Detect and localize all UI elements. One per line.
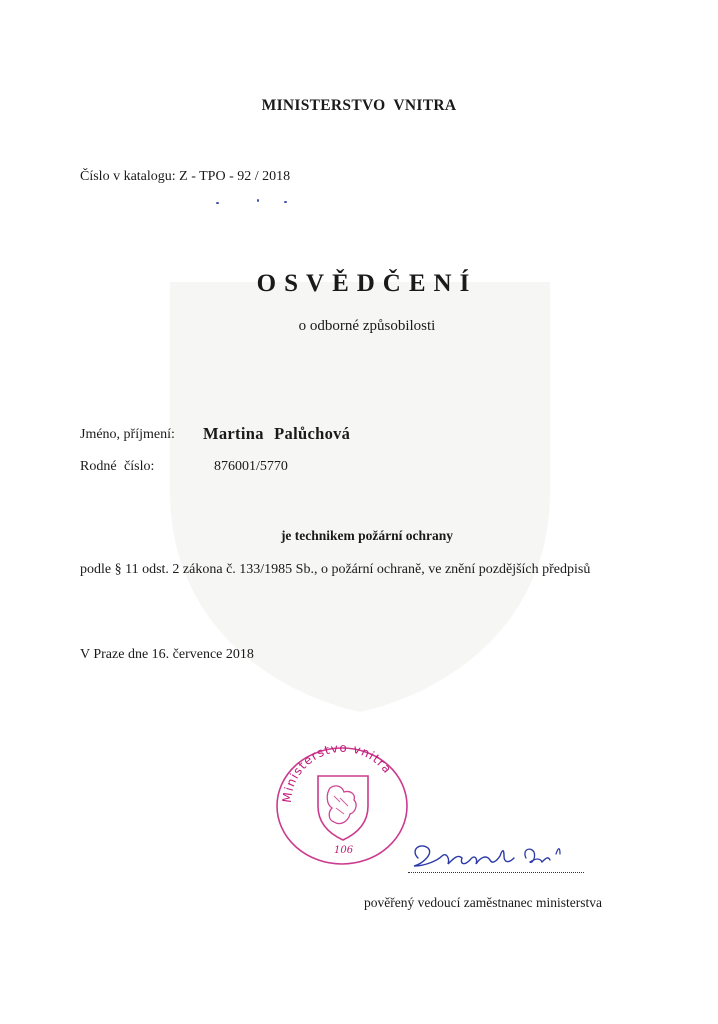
role-statement: je technikem požární ochrany (280, 528, 454, 543)
official-stamp-icon (270, 736, 412, 866)
birth-number-value: 876001/5770 (214, 459, 288, 474)
ministry-heading: MINISTERSTVO VNITRA (261, 97, 457, 114)
birth-number-label: Rodné číslo: (80, 459, 155, 474)
svg-text:Ministerstvo vnitra: Ministerstvo vnitra (279, 740, 395, 804)
ink-speck (257, 199, 259, 202)
catalog-number: Číslo v katalogu: Z - TPO - 92 / 2018 (80, 169, 291, 184)
legal-basis: podle § 11 odst. 2 zákona č. 133/1985 Sb., o požární ochraně, ve znění pozdějších předpisů (80, 562, 591, 577)
signatory-caption: pověřený vedoucí zaměstnanec ministerstva (364, 895, 603, 910)
place-and-date: V Praze dne 16. července 2018 (80, 647, 254, 662)
name-label: Jméno, příjmení: (80, 427, 175, 442)
ink-speck (216, 202, 219, 204)
signature-line (408, 862, 584, 873)
ink-speck (284, 201, 287, 203)
name-value: Martina Palůchová (203, 424, 351, 443)
certificate-title: OSVĚDČENÍ (256, 270, 478, 297)
certificate-subtitle: o odborné způsobilosti (298, 318, 436, 334)
svg-text:106: 106 (334, 845, 354, 856)
